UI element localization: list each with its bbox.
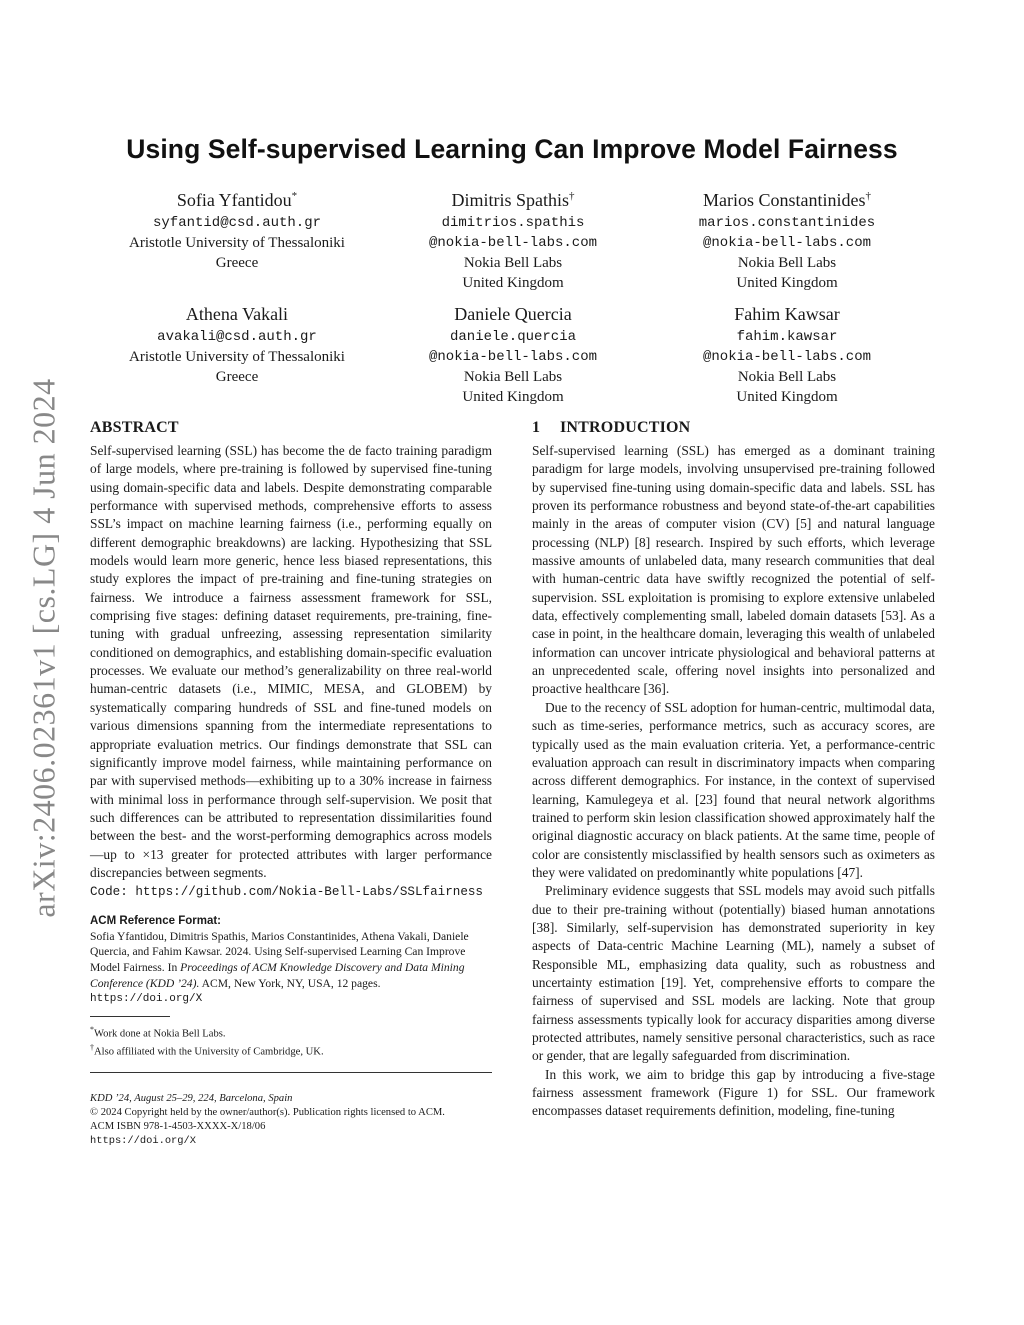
- acm-reference-text: [90, 929, 492, 1008]
- arxiv-stamp: arXiv:2406.02361v1 [cs.LG] 4 Jun 2024: [25, 378, 62, 918]
- author-block: [637, 185, 937, 293]
- author-email: fahim.kawsar: [736, 329, 838, 345]
- venue-block: [90, 1092, 492, 1148]
- author-country: United Kingdom: [462, 275, 564, 291]
- reference-publisher: ACM, New York, NY, USA, 12 pages.: [199, 976, 381, 990]
- author-block: [363, 303, 663, 407]
- author-mark: †: [865, 190, 871, 202]
- author-country: Greece: [215, 369, 259, 385]
- author-email-domain: @nokia-bell-labs.com: [428, 349, 598, 365]
- author-affiliation: Nokia Bell Labs: [463, 255, 563, 271]
- reference-doi-link[interactable]: https://doi.org/X: [90, 992, 203, 1005]
- author-affiliation: Nokia Bell Labs: [737, 255, 837, 271]
- left-column: [90, 418, 492, 1148]
- author-country: United Kingdom: [736, 275, 838, 291]
- author-country: United Kingdom: [462, 389, 564, 405]
- author-country: Greece: [215, 255, 259, 271]
- author-affiliation: Nokia Bell Labs: [737, 369, 837, 385]
- venue-line: KDD ’24, August 25–29, 224, Barcelona, Spain: [90, 1092, 293, 1104]
- author-country: United Kingdom: [736, 389, 838, 405]
- author-block: [637, 303, 937, 407]
- introduction-heading: [532, 418, 935, 438]
- author-affiliation: Aristotle University of Thessaloniki: [129, 235, 345, 251]
- author-name: Sofia Yfantidou: [176, 190, 292, 210]
- abstract-text: Self-supervised learning (SSL) has become the de facto training paradigm of large models, where pre-training is followed by supervised fine-tuning using domain-specific data and labels. Despite demonstrating comparable performance with supervised methods, comprehensive efforts to assess SSL’s impact on machine learning fairness (i.e., performing equally on different demographic breakdowns) are lacking. Hypothesizing that SSL models would learn more generic, hence less biased representations, this study explores the impact of pre-training and fine-tuning strategies on fairness. We introduce a fairness assessment framework for SSL, comprising five stages: defining dataset requirements, pre-training, fine-tuning with gradual unfreezing, assessing representation similarity conditioned on demographics, and establishing domain-specific evaluation processes. We evaluate our method’s generalizability on three real-world human-centric datasets (i.e., MIMIC, MESA, and GLOBEM) by systematically comparing hundreds of SSL and fine-tuned models on various dimensions spanning from the intermediate representations to appropriate evaluation metrics. Our findings demonstrate that SSL can significantly improve model fairness, while maintaining performance on par with supervised methods—exhibiting up to a 30% increase in fairness with minimal loss in performance through self-supervision. We posit that such differences can be attributed to representation dissimilarities found between the best- and the worst-performing demographics across models—up to ×13 greater for protected attributes with larger performance discrepancies between segments.: [90, 443, 492, 880]
- author-name: Fahim Kawsar: [734, 304, 840, 324]
- footnote-2: [90, 1041, 492, 1060]
- author-email-domain: @nokia-bell-labs.com: [702, 349, 872, 365]
- author-name: Dimitris Spathis: [451, 190, 569, 210]
- section-title: INTRODUCTION: [560, 419, 691, 436]
- footnote-text: Work done at Nokia Bell Labs.: [94, 1028, 226, 1040]
- author-block: [363, 185, 663, 293]
- copyright-line: © 2024 Copyright held by the owner/author(s). Publication rights licensed to ACM.: [90, 1106, 445, 1118]
- author-mark: †: [569, 190, 575, 202]
- venue-divider: [90, 1072, 492, 1073]
- author-block: [87, 303, 387, 387]
- author-affiliation: Aristotle University of Thessaloniki: [129, 349, 345, 365]
- footnote-1: [90, 1023, 492, 1042]
- author-affiliation: Nokia Bell Labs: [463, 369, 563, 385]
- author-block: [87, 185, 387, 273]
- author-mark: *: [291, 190, 298, 202]
- author-email: marios.constantinides: [698, 215, 876, 231]
- reference-authors-title: Sofia Yfantidou, Dimitris Spathis, Marios Constantinides, Athena Vakali, Daniele Quercia, and Fahim Kawsar. 2024. Using Self-supervised Learning Can Improve Model Fairness. In: [90, 929, 469, 975]
- abstract-heading: ABSTRACT: [90, 419, 179, 436]
- author-email-domain: @nokia-bell-labs.com: [428, 235, 598, 251]
- intro-paragraph: Due to the recency of SSL adoption for human-centric, multimodal data, such as time-series, performance metrics, such as accuracy scores, are typically used as the main evaluation criteria. Yet, a performance-centric evaluation approach can result in discriminatory impacts when comparing across different demographics. For instance, in the context of supervised learning, Kamulegeya et al. [23] found that neural network algorithms trained to perform skin lesion classification showed approximately half the original diagnostic accuracy on black patients. At the same time, people of color are consistently misclassified by health sensors such as oximeters as they were validated on predominantly white populations [47].: [532, 699, 935, 880]
- paper-title: Using Self-supervised Learning Can Improve Model Fairness: [126, 134, 898, 164]
- intro-paragraph: Self-supervised learning (SSL) has emerged as a dominant training paradigm for large models, involving unsupervised pre-training followed by supervised fine-tuning using domain-specific data and labels. SSL has proven its performance robustness and beyond state-of-the-art capabilities mainly in the areas of computer vision (CV) [5] and natural language processing (NLP) [8] research. Inspired by such efforts, which leverage massive amounts of unlabeled data, many research communities that deal with human-centric data have swiftly recognized the potential of self-supervision. SSL exploitation is promising to explore extensive unlabeled data, effectively complementing small, labeled domain datasets [53]. As a case in point, in the healthcare domain, leveraging this wealth of unlabeled information can uncover intricate physiological and behavioral patterns at an unprecedented scale, offering novel insights into personalized and proactive healthcare [36].: [532, 443, 935, 697]
- section-number: 1: [532, 419, 541, 436]
- code-link[interactable]: Code: https://github.com/Nokia-Bell-Labs/SSLfairness: [90, 885, 483, 900]
- footnote-divider: [90, 1016, 170, 1017]
- author-email: syfantid@csd.auth.gr: [152, 215, 322, 231]
- author-name: Daniele Quercia: [454, 304, 572, 324]
- right-column: [532, 418, 935, 1121]
- author-email: avakali@csd.auth.gr: [157, 329, 317, 345]
- acm-reference-heading: ACM Reference Format:: [90, 914, 221, 927]
- intro-paragraph: In this work, we aim to bridge this gap by introducing a five-stage fairness assessment framework (Figure 1) for SSL. Our framework encompasses dataset requirements definition, modeling, fine-tuning: [532, 1066, 935, 1119]
- footnote-text: Also affiliated with the University of Cambridge, UK.: [94, 1046, 324, 1058]
- venue-doi-link[interactable]: https://doi.org/X: [90, 1134, 197, 1147]
- isbn-line: ACM ISBN 978-1-4503-XXXX-X/18/06: [90, 1120, 266, 1132]
- footnote-mark: †: [90, 1043, 94, 1053]
- intro-paragraph: Preliminary evidence suggests that SSL models may avoid such pitfalls due to their pre-training without (potentially) biased human annotations [38]. Similarly, self-supervision has demonstrated superiority in key aspects of Data-centric Machine Learning (ML), namely a subset of Responsible ML, emphasizing data quality, such as robustness and uncertainty estimation [19]. Yet, comprehensive efforts to compare the fairness of supervised and SSL models are lacking. Note that group fairness assessments typically look for accuracy disparities among diverse protected attributes, namely sensitive personal characteristics, such as race or gender, that are legally safeguarded from discrimination.: [532, 883, 935, 1064]
- author-email: dimitrios.spathis: [441, 215, 585, 231]
- author-name: Athena Vakali: [185, 304, 289, 324]
- author-email-domain: @nokia-bell-labs.com: [702, 235, 872, 251]
- footnote-mark: *: [90, 1024, 94, 1034]
- author-email: daniele.quercia: [449, 329, 577, 345]
- author-name: Marios Constantinides: [703, 190, 866, 210]
- reference-proceedings: Proceedings of ACM Knowledge Discovery and Data Mining Conference (KDD ’24).: [90, 961, 465, 990]
